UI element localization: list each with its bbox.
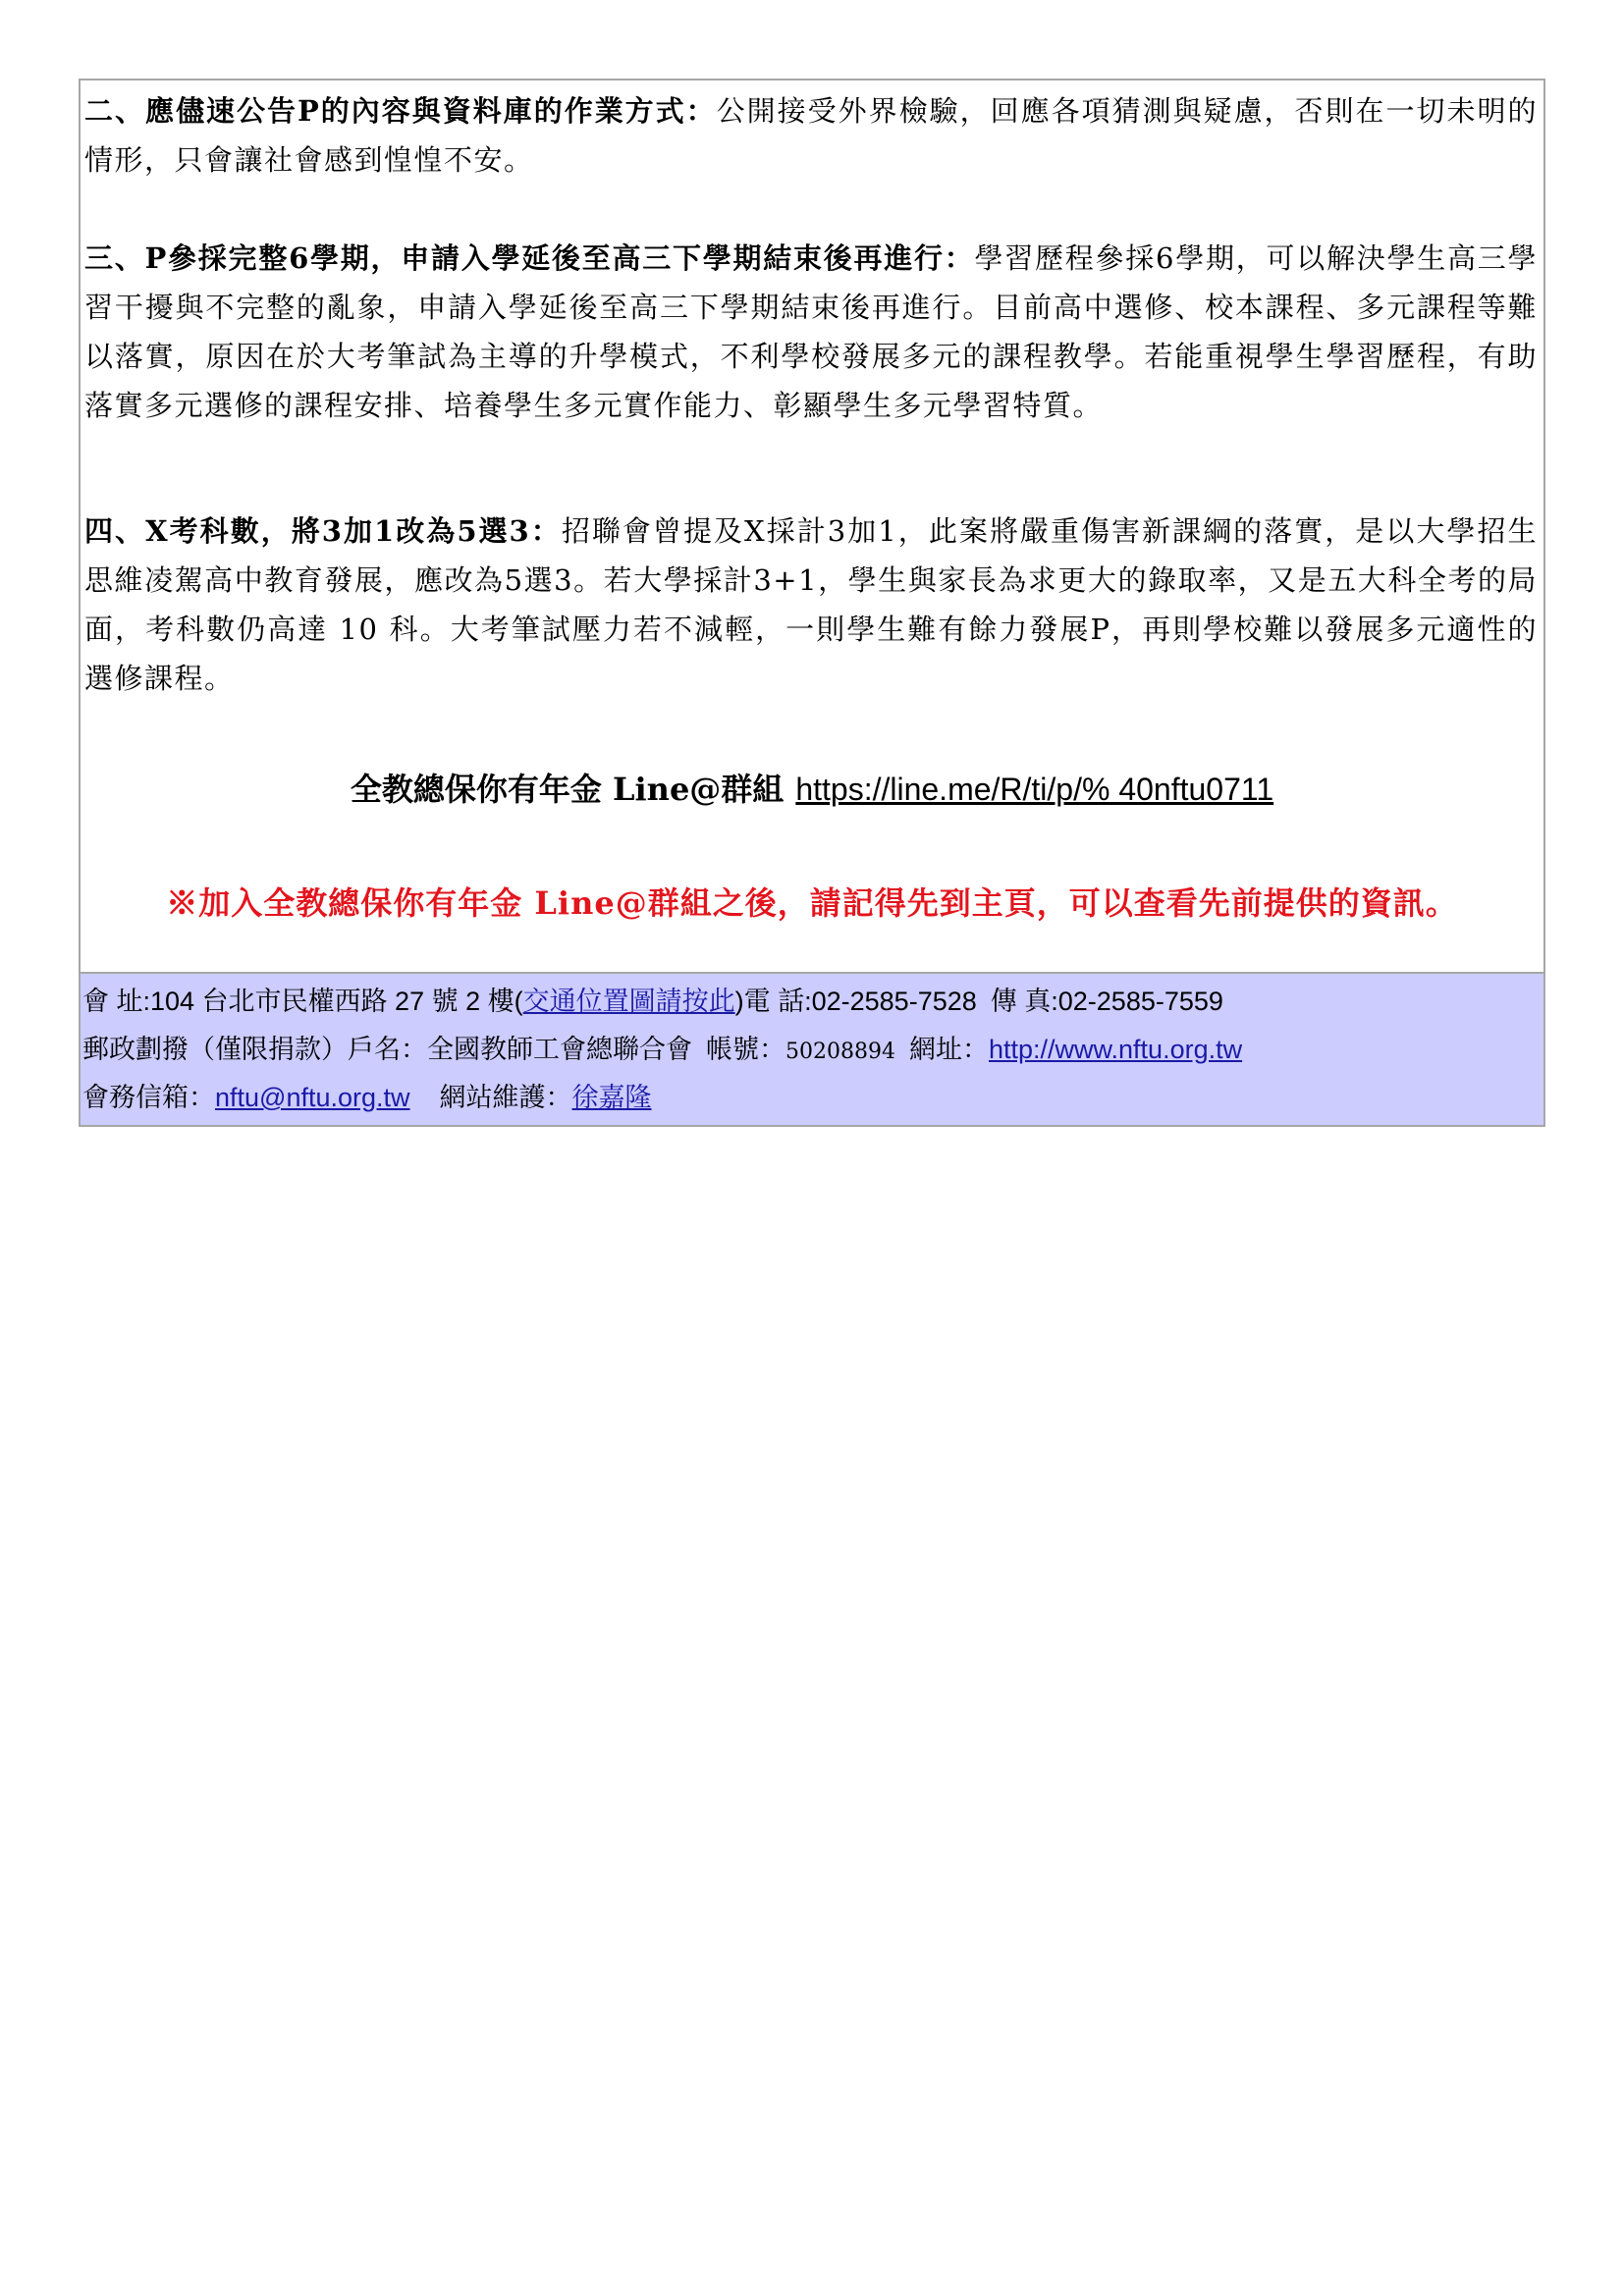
website-link[interactable]: http://www.nftu.org.tw bbox=[988, 1035, 1243, 1064]
section-two-body: 公開接受外界檢驗，回應各項猜測與疑慮，否則在一切未明的情形，只會讓社會感到惶惶不安。 bbox=[84, 94, 1538, 177]
map-link[interactable]: 交通位置圖請按此 bbox=[522, 987, 735, 1016]
section-two bbox=[84, 86, 1538, 185]
email-link[interactable]: nftu@nftu.org.tw bbox=[215, 1083, 410, 1112]
maintainer-label: 網站維護： bbox=[439, 1083, 572, 1112]
line-group-notice: ※加入全教總保你有年金 Line@群組之後，請記得先到主頁，可以查看先前提供的資訊。 bbox=[166, 884, 1458, 922]
phone-text: 電 話:02-2585-7528 bbox=[743, 987, 977, 1016]
fax-text: 傳 真:02-2585-7559 bbox=[990, 987, 1223, 1016]
section-three-lead: 三、P參採完整6學期，申請入學延後至高三下學期結束後再進行： bbox=[84, 241, 975, 275]
section-four-lead: 四、X考科數，將3加1改為5選3： bbox=[84, 514, 562, 548]
line-group-label: 全教總保你有年金 Line@群組 bbox=[350, 771, 785, 808]
footer-row-email bbox=[82, 1074, 1543, 1122]
section-four bbox=[84, 507, 1538, 703]
section-two-lead: 二、應儘速公告P的內容與資料庫的作業方式： bbox=[84, 94, 717, 128]
address-close: ) bbox=[734, 987, 744, 1016]
website-label: 網址： bbox=[908, 1035, 989, 1064]
line-group-row bbox=[81, 760, 1543, 819]
section-three bbox=[84, 234, 1538, 430]
line-group-link[interactable]: https://line.me/R/ti/p/% 40nftu0711 bbox=[795, 772, 1274, 807]
email-label: 會務信箱： bbox=[82, 1083, 215, 1112]
account-number: 50208894 bbox=[785, 1040, 895, 1064]
contact-footer bbox=[81, 972, 1543, 1125]
footer-row-address bbox=[82, 978, 1543, 1026]
address-label: 會 址:104 台北市民權西路 27 號 2 樓( bbox=[82, 987, 523, 1016]
bulletin-frame bbox=[79, 79, 1545, 1127]
account-label: 帳號： bbox=[706, 1035, 785, 1064]
footer-row-postal bbox=[82, 1026, 1543, 1074]
bulletin-content bbox=[81, 80, 1543, 972]
section-four-body: 招聯會曾提及X採計3加1，此案將嚴重傷害新課綱的落實，是以大學招生思維凌駕高中教育發展，應改為5選3。若大學採計3+1，學生與家長為求更大的錄取率，又是五大科全考的局面，考科數仍高達 10 科。大考筆試壓力若不減輕，一則學生難有餘力發展P，再則學校難以發展多元適性的選修課程。 bbox=[84, 514, 1538, 695]
section-three-body: 學習歷程參採6學期，可以解決學生高三學習干擾與不完整的亂象，申請入學延後至高三下學期結束後再進行。目前高中選修、校本課程、多元課程等難以落實，原因在於大考筆試為主導的升學模式，不利學校發展多元的課程教學。若能重視學生學習歷程，有助落實多元選修的課程安排、培養學生多元實作能力、彰顯學生多元學習特質。 bbox=[84, 241, 1538, 422]
postal-label: 郵政劃撥（僅限捐款）戶名：全國教師工會總聯合會 bbox=[82, 1035, 692, 1064]
maintainer-link[interactable]: 徐嘉隆 bbox=[571, 1083, 652, 1112]
